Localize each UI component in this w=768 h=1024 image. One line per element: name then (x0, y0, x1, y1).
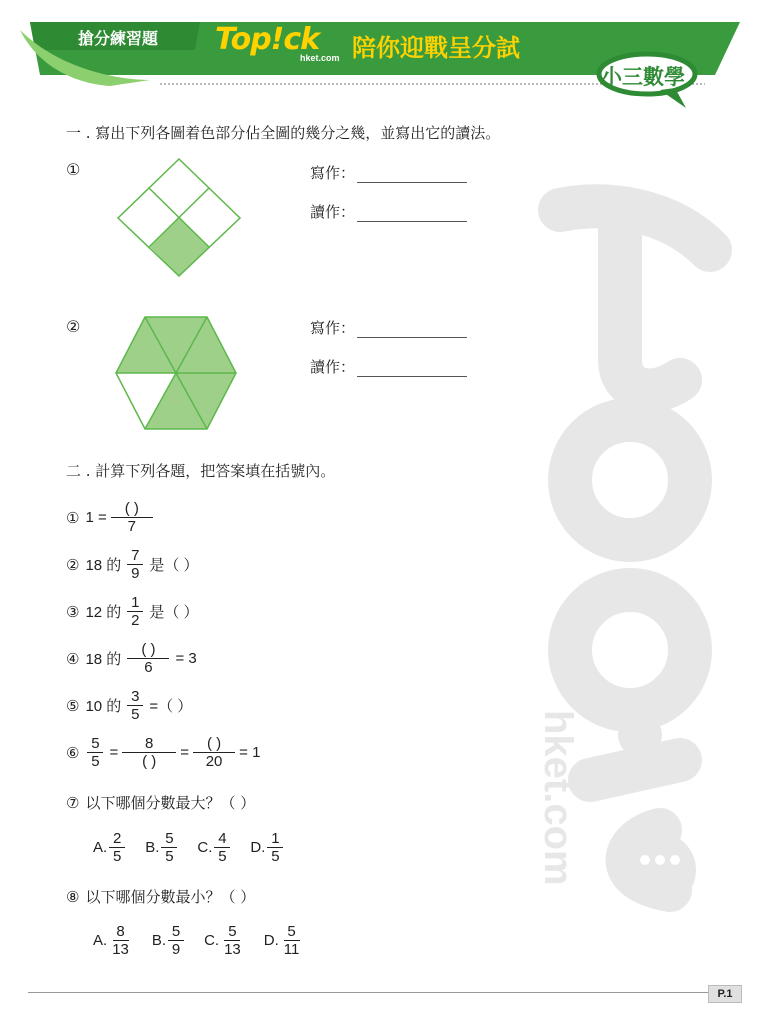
q6-equals-1: = (109, 744, 119, 761)
write-answer-line[interactable] (357, 168, 467, 183)
q3-label: ③ (66, 602, 80, 621)
question-5 (66, 688, 192, 723)
s1-item2-read (310, 356, 467, 377)
q2-numerator: 7 (127, 547, 143, 565)
q6-label: ⑥ (66, 743, 80, 762)
q8-label: ⑧ (66, 887, 80, 906)
q4-denominator: 6 (144, 659, 153, 676)
q7-option-d[interactable]: D. $\frac{1}{5}$ (250, 830, 285, 865)
question-2 (66, 547, 198, 582)
q3-text-a: 12 的 (85, 604, 122, 621)
q7-label: ⑦ (66, 793, 80, 812)
q1-label: ① (66, 508, 80, 527)
q7-option-a[interactable]: A. $\frac{2}{5}$ (93, 830, 127, 865)
q7-option-c[interactable]: C. $\frac{4}{5}$ (197, 830, 232, 865)
q5-text-a: 10 的 (85, 698, 122, 715)
section1-title: 一 . 寫出下列各圖着色部分佔全圖的幾分之幾，並寫出它的讀法。 (66, 124, 501, 142)
write-answer-line[interactable] (357, 323, 467, 338)
read-label: 讀作： (310, 203, 356, 221)
q5-fraction (127, 688, 143, 723)
q5-denominator: 5 (131, 706, 140, 723)
read-label: 讀作： (310, 358, 356, 376)
s1-item1-read (310, 201, 467, 222)
q8-option-c[interactable]: C. $\frac{5}{13}$ (204, 923, 241, 958)
q7-text[interactable]: 以下哪個分數最大？（ ） (85, 794, 256, 812)
footer-rule (28, 992, 708, 993)
q6-fraction-3 (193, 735, 235, 770)
q1-numerator-blank[interactable]: ( ) (111, 500, 153, 518)
q2-fraction (127, 547, 143, 582)
q8-option-a[interactable]: A. $\frac{8}{13}$ (93, 923, 129, 958)
question-4 (66, 641, 197, 676)
q1-denominator: 7 (127, 518, 136, 535)
header-tag: 搶分練習題 (78, 29, 159, 48)
q2-answer-blank[interactable]: 是（ ） (149, 557, 199, 574)
q6-equals-2: = (180, 744, 189, 761)
q6-fraction-1 (87, 735, 103, 770)
q6-f2-numerator: 8 (122, 735, 176, 753)
question-3 (66, 594, 198, 629)
q7-options (93, 830, 285, 865)
q8-text[interactable]: 以下哪個分數最小？（ ） (85, 888, 256, 906)
grade-badge: 小三數學 (601, 65, 685, 89)
write-label: 寫作： (310, 164, 356, 182)
s1-item1-label: ① (66, 160, 81, 179)
q6-f1-denominator: 5 (91, 753, 100, 770)
s1-item2-write (310, 317, 467, 338)
page-number: P.1 (708, 985, 742, 1003)
q2-denominator: 9 (131, 565, 140, 582)
q4-label: ④ (66, 649, 80, 668)
hexagon-figure (113, 315, 239, 437)
header-slogan: 陪你迎戰呈分試 (352, 34, 520, 62)
read-answer-line[interactable] (357, 362, 467, 377)
q8-options (93, 923, 304, 958)
q6-fraction-2 (122, 735, 176, 770)
q4-numerator-blank[interactable]: ( ) (127, 641, 169, 659)
q5-answer-blank[interactable]: =（ ） (149, 698, 193, 715)
q4-fraction (127, 641, 169, 676)
q6-f3-denominator: 20 (205, 753, 223, 770)
q6-result: = 1 (239, 744, 261, 761)
q3-denominator: 2 (131, 612, 140, 629)
watermark-site: hket.com (536, 710, 580, 886)
q5-numerator: 3 (127, 688, 143, 706)
q3-answer-blank[interactable]: 是（ ） (149, 604, 199, 621)
q4-text-a: 18 的 (85, 651, 122, 668)
q6-f3-numerator-blank[interactable]: ( ) (193, 735, 235, 753)
q1-lhs: 1 = (85, 509, 107, 526)
q2-text-a: 18 的 (85, 557, 122, 574)
question-1 (66, 500, 155, 535)
question-8 (66, 886, 255, 907)
q6-f1-numerator: 5 (87, 735, 103, 753)
q2-label: ② (66, 555, 80, 574)
q7-option-b[interactable]: B. $\frac{5}{5}$ (145, 830, 179, 865)
q6-f2-denominator-blank[interactable]: ( ) (142, 753, 157, 770)
diamond-figure (116, 157, 242, 281)
question-7 (66, 792, 255, 813)
q4-result: = 3 (175, 650, 197, 667)
header-logo: Top!ck (215, 22, 320, 57)
question-6 (66, 735, 260, 770)
header-logo-sub: hket.com (300, 53, 340, 63)
q1-fraction (111, 500, 153, 535)
s1-item2-label: ② (66, 317, 81, 336)
q8-option-d[interactable]: D. $\frac{5}{11}$ (263, 923, 300, 958)
q3-numerator: 1 (127, 594, 143, 612)
section2-title: 二 . 計算下列各題，把答案填在括號內。 (66, 462, 336, 480)
read-answer-line[interactable] (357, 207, 467, 222)
s1-item1-write (310, 162, 467, 183)
write-label: 寫作： (310, 319, 356, 337)
q8-option-b[interactable]: B. $\frac{5}{9}$ (152, 923, 186, 958)
q3-fraction (127, 594, 143, 629)
q5-label: ⑤ (66, 696, 80, 715)
